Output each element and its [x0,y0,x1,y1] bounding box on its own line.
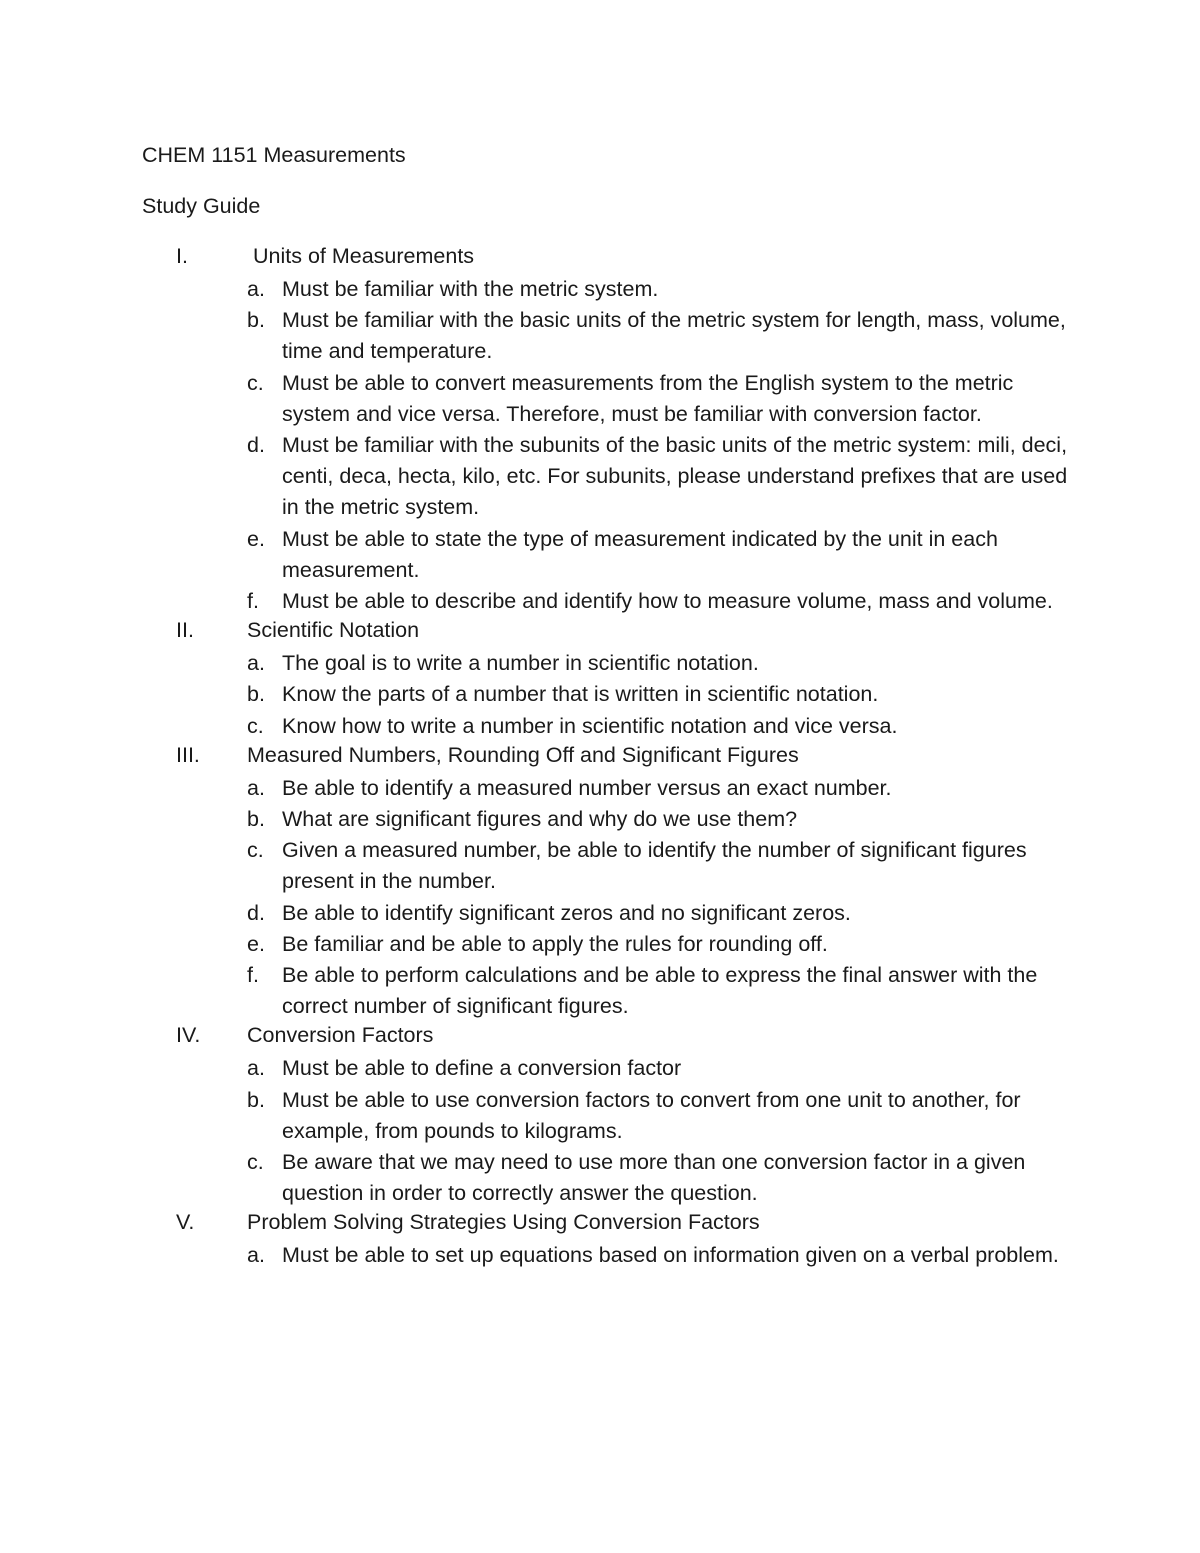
section-heading: Conversion Factors [247,1023,434,1048]
section-numeral: III. [176,742,200,767]
section-heading-row [0,243,1200,274]
item-text: Be able to identify significant zeros and no significant zeros. [282,900,851,925]
item-text: Must be able to define a conversion factor [282,1056,682,1081]
item-letter: a. [247,1056,265,1081]
item-text: Be able to perform calculations and be able to express the final answer with the correct number of significant figures. [282,963,1038,1019]
item-letter: f. [247,963,259,988]
item-text: Must be able to use conversion factors to convert from one unit to another, for example, from pounds to kilograms. [282,1087,1021,1143]
list-item [0,368,1072,430]
list-item [0,586,1072,617]
section-numeral: II. [176,618,194,643]
item-letter: b. [247,308,265,333]
item-text: Know how to write a number in scientific notation and vice versa. [282,713,898,738]
item-text: Must be familiar with the metric system. [282,277,659,301]
list-item [0,711,1072,742]
item-text: Must be familiar with the basic units of the metric system for length, mass, volume, time and temperature. [282,308,1066,364]
list-item [0,929,1072,960]
document-title: CHEM 1151 Measurements [142,143,406,167]
list-item [0,274,1072,305]
item-letter: e. [247,526,265,551]
list-item [0,679,1072,710]
item-letter: b. [247,682,265,707]
section-heading-row [0,1209,1200,1240]
item-letter: c. [247,713,264,738]
item-letter: d. [247,900,265,925]
list-item [0,1147,1072,1209]
document-subtitle: Study Guide [142,194,261,218]
list-item [0,1085,1072,1147]
section-numeral: IV. [176,1023,201,1048]
list-item [0,1240,1072,1271]
section-heading: Units of Measurements [253,244,475,268]
item-letter: b. [247,1087,265,1112]
list-item [0,430,1072,524]
section-heading: Scientific Notation [247,618,420,643]
item-letter: e. [247,931,265,956]
item-letter: a. [247,651,265,676]
item-letter: f. [247,589,259,614]
section-heading-row [0,617,1200,648]
item-letter: b. [247,807,265,832]
item-text: Be aware that we may need to use more than one conversion factor in a given question in order to correctly answer the question. [282,1150,1026,1206]
list-item [0,305,1072,367]
item-text: Must be able to describe and identify how to measure volume, mass and volume. [282,589,1053,614]
item-text: The goal is to write a number in scientific notation. [282,651,759,676]
item-letter: a. [247,775,265,800]
list-item [0,960,1072,1022]
section-heading: Measured Numbers, Rounding Off and Significant Figures [247,742,799,767]
item-text: Given a measured number, be able to identify the number of significant figures present in the number. [282,838,1027,894]
item-letter: c. [247,1150,264,1175]
study-outline [0,243,1200,1272]
item-text: Must be familiar with the subunits of the basic units of the metric system: mili, deci, centi, deca, hecta, kilo, etc. For subunits, please understand prefixes that are used in the metric system. [282,433,1068,520]
list-item [0,773,1072,804]
item-text: Must be able to convert measurements from the English system to the metric system and vice versa. Therefore, must be familiar with conversion factor. [282,370,1014,426]
list-item [0,804,1072,835]
item-letter: a. [247,277,265,301]
item-text: Know the parts of a number that is written in scientific notation. [282,682,879,707]
item-letter: d. [247,433,265,458]
list-item [0,1053,1072,1084]
section-numeral: I. [176,244,188,268]
item-text: What are significant figures and why do we use them? [282,807,798,832]
item-text: Be able to identify a measured number versus an exact number. [282,775,892,800]
item-text: Must be able to state the type of measurement indicated by the unit in each measurement. [282,526,998,582]
section-heading: Problem Solving Strategies Using Conversion Factors [247,1210,760,1235]
item-text: Be familiar and be able to apply the rules for rounding off. [282,931,828,956]
item-letter: a. [247,1243,265,1268]
list-item [0,898,1072,929]
section-heading-row [0,742,1200,773]
item-letter: c. [247,370,264,395]
list-item [0,835,1072,897]
item-text: Must be able to set up equations based on information given on a verbal problem. [282,1243,1059,1268]
list-item [0,524,1072,586]
section-heading-row [0,1022,1200,1053]
list-item [0,648,1072,679]
section-numeral: V. [176,1210,195,1235]
item-letter: c. [247,838,264,863]
